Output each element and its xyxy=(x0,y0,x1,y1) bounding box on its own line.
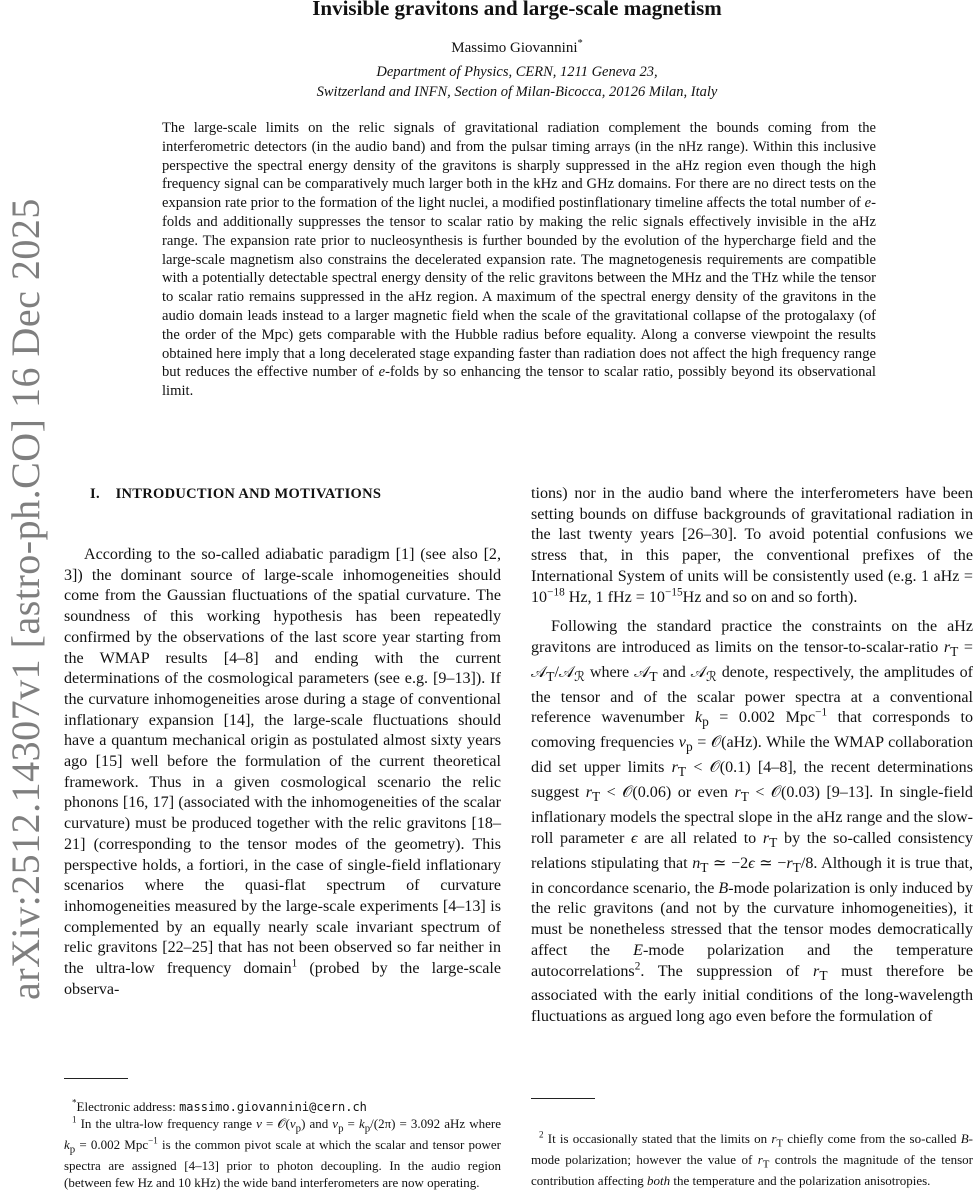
subscript: T xyxy=(819,967,828,983)
math-k: k xyxy=(64,1136,70,1152)
footnotes-left xyxy=(64,1099,501,1191)
exponent: −1 xyxy=(148,1135,158,1146)
math-E: E xyxy=(633,941,643,959)
exponent: −18 xyxy=(547,586,565,599)
subscript: T xyxy=(700,860,709,875)
text: by the so-called consistency relations stipulating that xyxy=(531,829,973,872)
text: denote, respectively, the amplitudes of the tensor and of the scalar power spectra at a conventional reference wavenumber xyxy=(531,663,973,727)
footnote-1 xyxy=(64,1116,501,1192)
math-r: r xyxy=(734,784,741,802)
subscript: T xyxy=(762,1158,770,1171)
footnote-rule-left xyxy=(64,1078,128,1079)
email-label: Electronic address: xyxy=(76,1099,180,1114)
text: the temperature and the polarization anisotropies. xyxy=(670,1173,931,1189)
subscript: p xyxy=(295,1122,302,1135)
math-epsilon: ϵ xyxy=(748,854,755,872)
math-k: k xyxy=(358,1115,365,1131)
author-line xyxy=(0,40,974,57)
text: In the ultra-low frequency range xyxy=(76,1115,257,1131)
math-B: B xyxy=(718,879,729,897)
right-column xyxy=(531,484,973,1028)
text: = 0.002 Mpc xyxy=(708,709,816,727)
abstract-text-1: The large-scale limits on the relic signals of gravitational radiation complement the bounds coming from the interferometric detectors (in the audio band) and from the pulsar timing arrays (in the nHz range). Within this inclusive perspective the spectral energy density of the gravitons is sharply suppressed in the aHz region even though the high frequency signal can be comparatively much larger both in the kHz and GHz domains. For there are no direct tests on the expansion rate prior to the formation of the light nuclei, a modified postinflationary timeline affects the total number of xyxy=(162,120,876,212)
footnote-1-mark: 1 xyxy=(72,1114,77,1125)
math-r: r xyxy=(757,1152,763,1168)
math-n: n xyxy=(692,854,701,872)
text: = 𝒪(aHz). While the WMAP collaboration did set upper limits xyxy=(531,734,973,777)
subscript: p xyxy=(702,714,709,730)
text: . The suppression of xyxy=(640,962,814,980)
text: -mode polarization and the temperature autocorrelations xyxy=(531,941,973,980)
text: Hz and so on and so forth). xyxy=(682,588,858,606)
text: are all related to xyxy=(637,829,763,847)
paper-title: Invisible gravitons and large-scale magnetism xyxy=(312,0,722,20)
text: must therefore be associated with the early initial conditions of the long-wavelength fluctuations as argued long ago even before the formulation of xyxy=(531,962,973,1026)
subscript: p xyxy=(364,1122,371,1135)
affiliation xyxy=(0,62,974,102)
email-address[interactable]: massimo.giovannini@cern.ch xyxy=(179,1100,367,1114)
author-footnote-mark: * xyxy=(577,38,583,49)
math-r: r xyxy=(943,638,951,656)
math-r: r xyxy=(813,962,820,980)
text: Hz, 1 fHz = 10 xyxy=(564,588,665,606)
intro-paragraph-1-continued xyxy=(531,484,973,608)
math-nu: ν xyxy=(256,1115,262,1131)
subscript: T xyxy=(592,789,601,805)
subscript: p xyxy=(69,1143,76,1156)
subscript: T xyxy=(649,669,658,685)
abstract xyxy=(162,119,876,401)
subscript: T xyxy=(950,644,959,660)
math-nu: ν xyxy=(332,1115,339,1131)
abstract-e-symbol-2: e xyxy=(378,364,386,381)
subscript: T xyxy=(776,1137,784,1150)
emphasis-both: both xyxy=(647,1173,671,1189)
text: It is occasionally stated that the limits on xyxy=(543,1131,772,1146)
math-r: r xyxy=(771,1131,777,1146)
math-r: r xyxy=(585,784,593,802)
email-mark: * xyxy=(72,1097,77,1108)
subscript: p xyxy=(338,1122,344,1135)
subscript: ℛ xyxy=(706,669,717,685)
section-heading xyxy=(90,486,510,503)
footnote-mark-2[interactable]: 2 xyxy=(634,960,641,973)
math-nu: ν xyxy=(289,1115,296,1131)
math-nu: ν xyxy=(678,734,686,752)
text: ≃ − xyxy=(754,854,787,872)
math-r: r xyxy=(671,759,678,777)
text: /𝒜 xyxy=(554,663,575,681)
affiliation-line-1: Department of Physics, CERN, 1211 Geneva 23, xyxy=(376,64,658,80)
text: = xyxy=(343,1115,359,1131)
text: /8. Although it is true that, in concordance scenario, the xyxy=(531,854,973,897)
text: /(2π) = 3.092 aHz where xyxy=(370,1115,501,1131)
subscript: p xyxy=(685,739,693,755)
text: that corresponds to comoving frequencies xyxy=(531,709,973,752)
text: is the common pivot scale at which the scalar and tensor power spectra are assigned [4–13] prior to photon decoupling. In the audio region (between few Hz and 10 kHz) the wide band interferometers are now operating. xyxy=(64,1136,502,1190)
text: = 𝒪( xyxy=(261,1115,290,1131)
text: < 𝒪(0.06) or even xyxy=(600,784,735,802)
math-r: r xyxy=(762,829,770,847)
subscript: T xyxy=(792,860,801,875)
subscript: T xyxy=(546,669,555,685)
footnote-rule-right xyxy=(531,1098,595,1099)
footnote-2 xyxy=(531,1131,973,1190)
exponent: −1 xyxy=(815,707,828,720)
text: = 0.002 Mpc xyxy=(75,1136,149,1152)
text: where 𝒜 xyxy=(584,663,650,681)
footnote-2-mark: 2 xyxy=(539,1129,544,1140)
text: and 𝒜 xyxy=(657,663,706,681)
text: < 𝒪(0.03) [9–13]. In single-field inflationary models the spectral slope in the aHz range and the slow-roll parameter xyxy=(531,784,973,847)
subscript: T xyxy=(740,789,749,805)
subscript: T xyxy=(677,764,687,780)
text: chiefly come from the so-called xyxy=(783,1131,961,1146)
math-k: k xyxy=(694,709,703,727)
footnotes-right xyxy=(531,1131,973,1190)
intro-paragraph-1 xyxy=(64,545,501,1000)
exponent: −15 xyxy=(664,586,683,599)
text: controls the magnitude of the tensor contribution affecting xyxy=(531,1152,974,1189)
footnote-mark-1[interactable]: 1 xyxy=(291,957,298,970)
text: tions) nor in the audio band where the interferometers have been setting bounds on diffuse backgrounds of gravitational radiation in the last twenty years [26–30]. To avoid potential confusions we stress that, in this paper, the conventional prefixes of the International System of units will be consistently used (e.g. 1 aHz = 10 xyxy=(531,485,973,606)
abstract-e-symbol-1: e xyxy=(864,195,872,212)
arxiv-identifier-stamp: arXiv:2512.14307v1 [astro-ph.CO] 16 Dec 2025 xyxy=(3,198,48,1000)
intro-paragraph-2 xyxy=(531,617,973,1028)
author-name: Massimo Giovannini xyxy=(451,40,578,56)
subscript: T xyxy=(769,835,778,851)
text: -mode polarization is only induced by the relic gravitons (and not by the curvature inhomogeneities), it must be nonetheless stressed that the tensor modes democratically affect the xyxy=(531,879,973,959)
section-title: INTRODUCTION AND MOTIVATIONS xyxy=(115,486,382,502)
affiliation-line-2: Switzerland and INFN, Section of Milan-Bicocca, 20126 Milan, Italy xyxy=(316,84,718,100)
text: -mode polarization; however the value of xyxy=(531,1131,973,1168)
abstract-text-3: -folds by so enhancing the tensor to scalar ratio, possibly beyond its observational limit. xyxy=(162,364,876,400)
text: Following the standard practice the constraints on the aHz gravitons are introduced as limits on the tensor-to-scalar-ratio xyxy=(531,618,973,656)
abstract-text-2: -folds and additionally suppresses the tensor to scalar ratio by making the relic signals effectively invisible in the aHz range. The expansion rate prior to nucleosynthesis is further bounded by the evolution of the hypercharge field and the large-scale magnetism also constrains the decelerated expansion rate. The magnetogenesis requirements are compatible with a potentially detectable spectral energy density of the relic gravitons between the MHz and the THz while the tensor to scalar ratio remains suppressed in the aHz region. A maximum of the spectral energy density of the gravitons in the audio domain leads instead to a larger magnetic field when the scale of the gravitational collapse of the protogalaxy (of the order of the Mpc) gets comparable with the Hubble radius before equality. Along a converse viewpoint the results obtained here imply that a long decelerated stage expanding faster than radiation does not affect the high frequency range but reduces the effective number of xyxy=(162,195,876,381)
footnote-email xyxy=(64,1099,501,1116)
text: ≃ −2 xyxy=(708,854,749,872)
math-r: r xyxy=(786,854,793,872)
math-B: B xyxy=(960,1131,969,1146)
section-number: I. xyxy=(90,486,100,502)
intro-text-end: (probed by the large-scale observa- xyxy=(64,960,502,998)
left-column xyxy=(64,545,501,1000)
text: ) and xyxy=(301,1115,333,1131)
text: = 𝒜 xyxy=(531,638,973,681)
subscript: ℛ xyxy=(574,669,585,685)
math-epsilon: ϵ xyxy=(631,829,638,847)
intro-text: According to the so-called adiabatic paradigm [1] (see also [2, 3]) the dominant source of large-scale inhomogeneities should come from the Gaussian fluctuations of the spatial curvature. The soundness of this working hypothesis has been repeatedly confirmed by the observations of the last score year starting from the WMAP results [4–8] and ending with the current determinations of the cosmological parameters (see e.g. [9–13]). If the curvature inhomogeneities arose during a stage of conventional inflationary expansion [14], the large-scale fluctuations should have a quantum mechanical origin as postulated almost sixty years ago [15] well before the formulation of the current theoretical framework. Thus in a given cosmological scenario the relic phonons [16, 17] (associated with the inhomogeneities of the scalar curvature) must be produced together with the relic gravitons [18–21] (corresponding to the tensor modes of the geometry). This perspective holds, a fortiori, in the case of single-field inflationary scenarios where the quasi-flat spectrum of curvature inhomogeneities measured by the large-scale experiments [4–13] is complemented by an equally nearly scale invariant spectrum of relic gravitons [22–25] that has not been observed so far neither in the ultra-low frequency domain xyxy=(64,546,501,978)
text: < 𝒪(0.1) [4–8], the recent determinations suggest xyxy=(531,759,973,802)
